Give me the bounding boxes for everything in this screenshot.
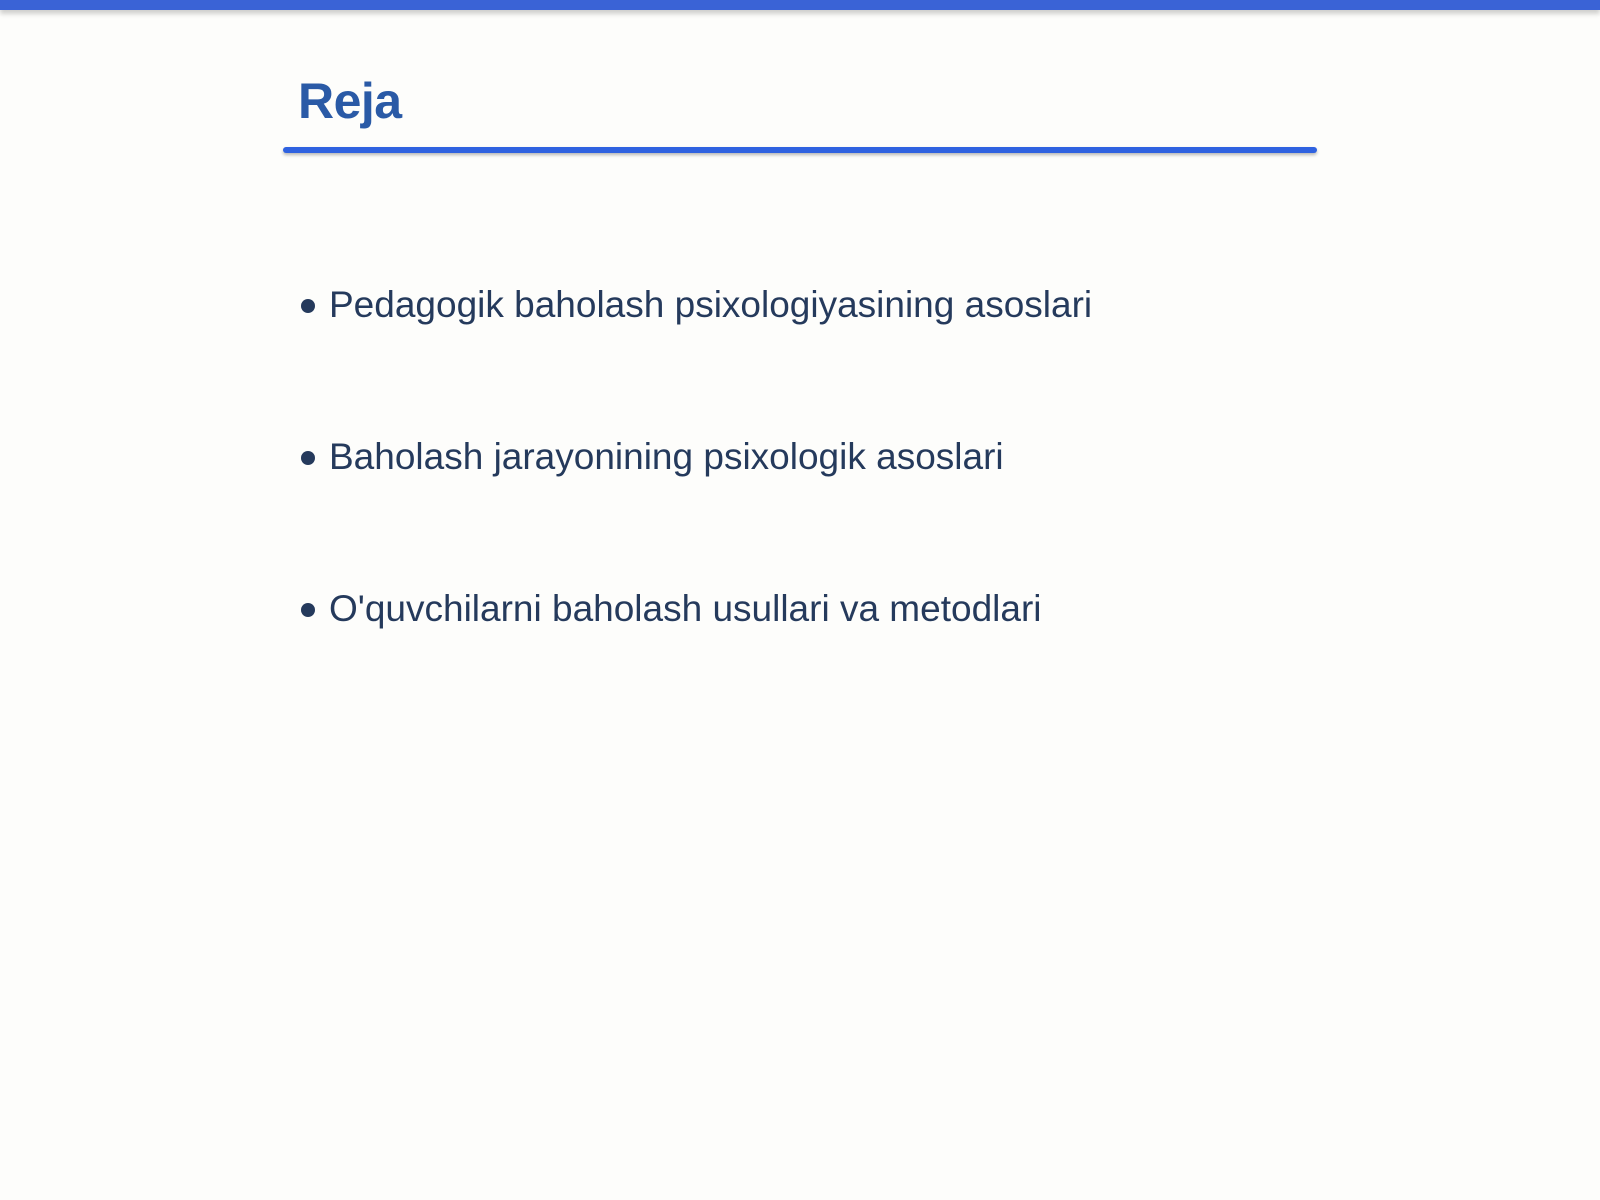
bullet-icon <box>301 451 315 465</box>
slide-title: Reja <box>298 73 402 129</box>
list-item-text: Baholash jarayonining psixologik asoslari <box>329 436 1004 477</box>
plan-list <box>300 275 1300 731</box>
bullet-icon <box>301 299 315 313</box>
top-accent-bar <box>0 0 1600 10</box>
list-item <box>300 275 1300 427</box>
list-item <box>300 579 1300 731</box>
bullet-icon <box>301 603 315 617</box>
list-item-text: Pedagogik baholash psixologiyasining asoslari <box>329 284 1093 325</box>
list-item-text: O'quvchilarni baholash usullari va metodlari <box>329 588 1042 629</box>
title-underline <box>283 147 1317 153</box>
list-item <box>300 427 1300 579</box>
